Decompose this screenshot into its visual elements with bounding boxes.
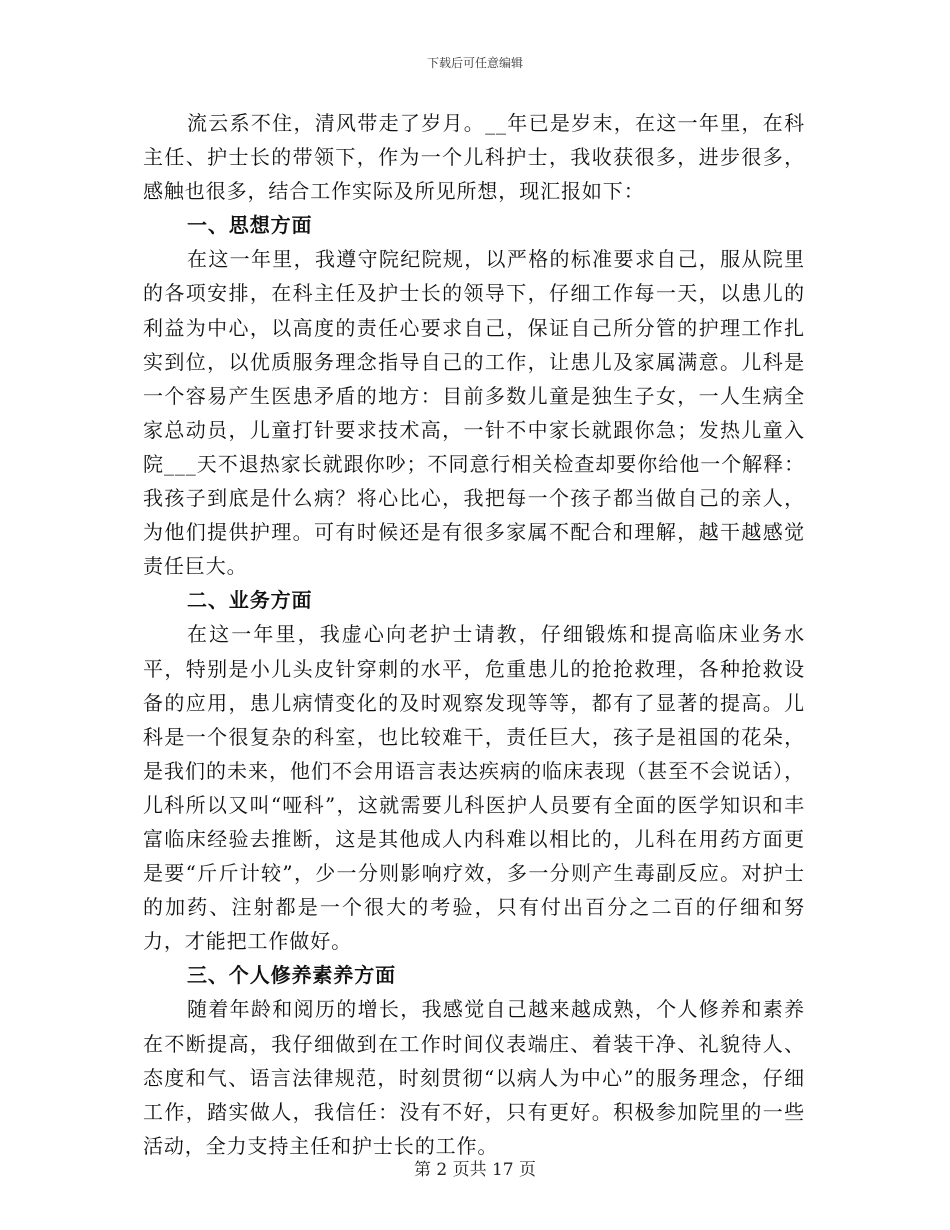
section-body-cultivation: 随着年龄和阅历的增长，我感觉自己越来越成熟，个人修养和素养在不断提高，我仔细做到在工作时间仪表端庄、着装干净、礼貌待人、态度和气、语言法律规范，时刻贯彻“以病人为中心”的服务理念，仔细工作，踏实做人，我信任：没有不好，只有更好。积极参加院里的一些活动，全力支持主任和护士长的工作。 <box>143 997 805 1158</box>
intro-paragraph: 流云系不住，清风带走了岁月。__年已是岁末，在这一年里，在科主任、护士长的带领下，作为一个儿科护士，我收获很多，进步很多，感触也很多，结合工作实际及所见所想，现汇报如下： <box>143 111 805 204</box>
page-header: 下载后可任意编辑 <box>426 56 523 70</box>
section-heading-cultivation: 三、个人修养素养方面 <box>187 963 396 988</box>
section-heading-business: 二、业务方面 <box>187 588 313 613</box>
section-body-business: 在这一年里，我虚心向老护士请教，仔细锻炼和提高临床业务水平，特别是小儿头皮针穿刺的水平，危重患儿的抢抢救理，各种抢救设备的应用，患儿病情变化的及时观察发现等等，都有了显著的提高。儿科是一个很复杂的科室，也比较难干，责任巨大，孩子是祖国的花朵，是我们的未来，他们不会用语言表达疾病的临床表现（甚至不会说话），儿科所以又叫“哑科”，这就需要儿科医护人员要有全面的医学知识和丰富临床经验去推断，这是其他成人内科难以相比的，儿科在用药方面更是要“斤斤计较”，少一分则影响疗效，多一分则产生毒副反应。对护士的加药、注射都是一个很大的考验，只有付出百分之二百的仔细和努力，才能把工作做好。 <box>143 622 805 954</box>
document-body <box>143 106 805 1163</box>
page-number-footer: 第 2 页共 17 页 <box>413 1160 537 1180</box>
section-body-thought: 在这一年里，我遵守院纪院规，以严格的标准要求自己，服从院里的各项安排，在科主任及护士长的领导下，仔细工作每一天，以患儿的利益为中心，以高度的责任心要求自己，保证自己所分管的护理工作扎实到位，以优质服务理念指导自己的工作，让患儿及家属满意。儿科是一个容易产生医患矛盾的地方：目前多数儿童是独生子女，一人生病全家总动员，儿童打针要求技术高，一针不中家长就跟你急；发热儿童入院___天不退热家长就跟你吵；不同意行相关检查却要你给他一个解释：我孩子到底是什么病？将心比心，我把每一个孩子都当做自己的亲人，为他们提供护理。可有时候还是有很多家属不配合和理解，越干越感觉责任巨大。 <box>143 247 805 579</box>
section-heading-thought: 一、思想方面 <box>187 213 313 238</box>
